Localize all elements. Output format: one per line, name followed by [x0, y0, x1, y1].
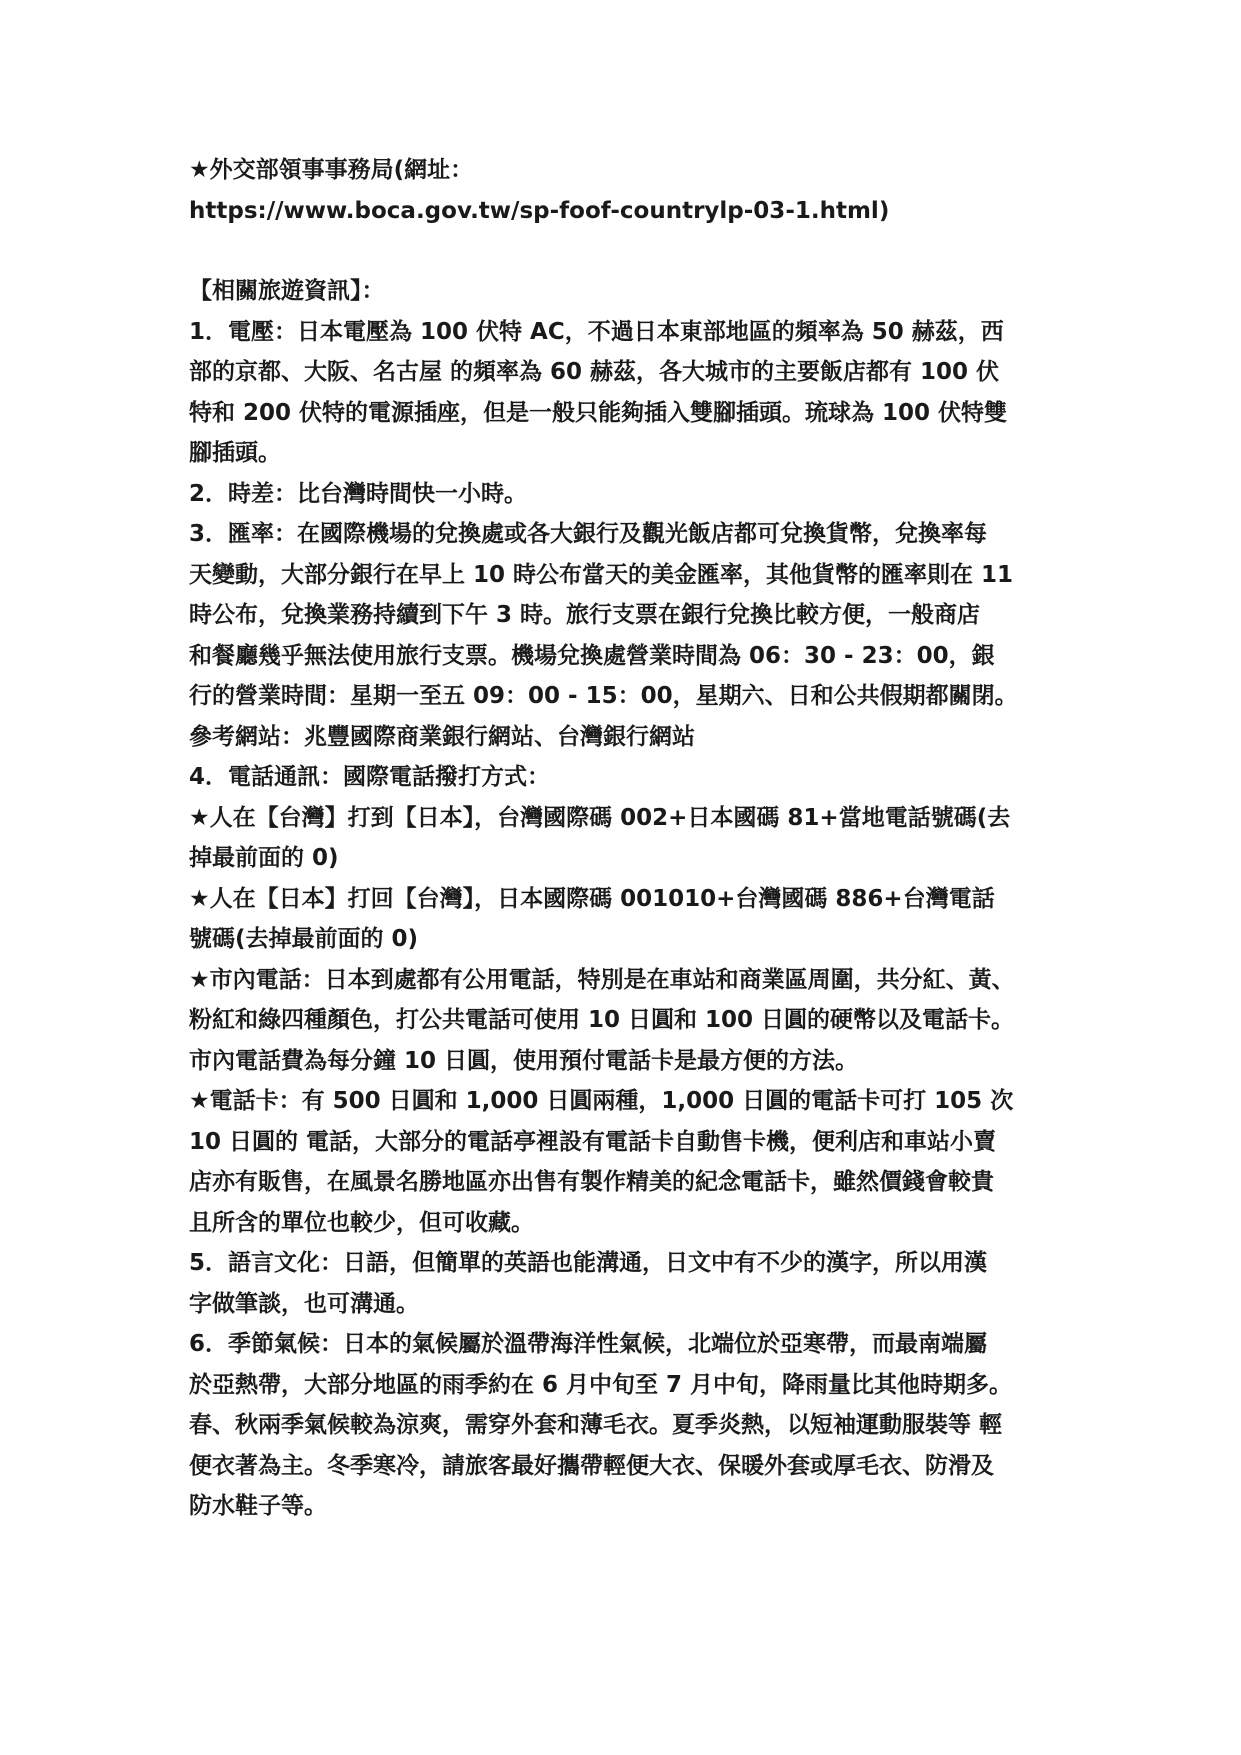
item-climate: [189, 1324, 1059, 1527]
paragraph-line: 10 日圓的 電話，大部分的電話亭裡設有電話卡自動售卡機，便利店和車站小賣: [189, 1128, 997, 1155]
paragraph-line: 市內電話費為每分鐘 10 日圓，使用預付電話卡是最方便的方法。: [189, 1047, 859, 1074]
paragraph-line: ★電話卡：有 500 日圓和 1,000 日圓兩種，1,000 日圓的電話卡可打 105 次: [189, 1088, 1014, 1114]
paragraph-line: 1．電壓：日本電壓為 100 伏特 AC，不過日本東部地區的頻率為 50 赫茲，西: [189, 318, 1004, 345]
paragraph-line: 於亞熱帶，大部分地區的雨季約在 6 月中旬至 7 月中旬，降雨量比其他時期多。: [189, 1371, 1013, 1398]
paragraph-line: 2．時差：比台灣時間快一小時。: [189, 480, 528, 507]
paragraph-line: 便衣著為主。冬季寒冷，請旅客最好攜帶輕便大衣、保暖外套或厚毛衣、防滑及: [189, 1452, 994, 1479]
paragraph-line: 特和 200 伏特的電源插座，但是一般只能夠插入雙腳插頭。琉球為 100 伏特雙: [189, 399, 1008, 426]
paragraph-line: 4．電話通訊：國際電話撥打方式：: [189, 764, 551, 790]
paragraph-line: 粉紅和綠四種顏色，打公共電話可使用 10 日圓和 100 日圓的硬幣以及電話卡。: [189, 1007, 1015, 1033]
item-call-tw-to-jp: [189, 798, 1059, 879]
paragraph-line: 參考網站：兆豐國際商業銀行網站、台灣銀行網站: [189, 723, 695, 750]
paragraph-line: 且所含的單位也較少，但可收藏。: [189, 1209, 534, 1236]
paragraph-line: 6．季節氣候：日本的氣候屬於溫帶海洋性氣候，北端位於亞寒帶，而最南端屬: [189, 1331, 988, 1357]
paragraph-line: 時公布，兌換業務持續到下午 3 時。旅行支票在銀行兌換比較方便，一般商店: [189, 602, 981, 628]
item-phone-card: [189, 1081, 1059, 1243]
source-url: https://www.boca.gov.tw/sp-foof-countrylp-03-1.html): [189, 197, 890, 224]
document-page: [189, 150, 1059, 1527]
paragraph-line: 3．匯率：在國際機場的兌換處或各大銀行及觀光飯店都可兌換貨幣，兌換率每: [189, 521, 988, 547]
item-call-jp-to-tw: [189, 879, 1059, 960]
item-exchange-rate: [189, 514, 1059, 757]
item-voltage: [189, 312, 1059, 474]
blank-line: [189, 231, 1059, 271]
item-local-calls: [189, 960, 1059, 1082]
paragraph-line: 天變動，大部分銀行在早上 10 時公布當天的美金匯率，其他貨幣的匯率則在 11: [189, 561, 1014, 588]
paragraph-line: 腳插頭。: [189, 440, 281, 466]
paragraph-line: 字做筆談，也可溝通。: [189, 1290, 419, 1317]
paragraph-line: 號碼(去掉最前面的 0): [189, 926, 419, 952]
paragraph-line: 掉最前面的 0): [189, 845, 339, 871]
paragraph-line: 和餐廳幾乎無法使用旅行支票。機場兌換處營業時間為 06：30 - 23：00，銀: [189, 642, 995, 669]
paragraph-line: 部的京都、大阪、名古屋 的頻率為 60 赫茲，各大城市的主要飯店都有 100 伏: [189, 359, 1000, 385]
source-label: ★外交部領事事務局(網址：: [189, 157, 474, 183]
paragraph-line: 5．語言文化：日語，但簡單的英語也能溝通，日文中有不少的漢字，所以用漢: [189, 1250, 988, 1276]
item-language: [189, 1243, 1059, 1324]
paragraph-line: 防水鞋子等。: [189, 1493, 327, 1519]
paragraph-line: ★市內電話：日本到處都有公用電話，特別是在車站和商業區周圍，共分紅、黃、: [189, 966, 1015, 993]
source-reference: [189, 150, 1059, 231]
paragraph-line: 春、秋兩季氣候較為涼爽，需穿外套和薄毛衣。夏季炎熱，以短袖運動服裝等 輕: [189, 1412, 1003, 1438]
paragraph-line: 行的營業時間：星期一至五 09：00 - 15：00，星期六、日和公共假期都關閉。: [189, 683, 1018, 709]
paragraph-line: ★人在【日本】打回【台灣】，日本國際碼 001010+台灣國碼 886+台灣電話: [189, 885, 995, 912]
item-time-difference: [189, 474, 1059, 515]
paragraph-line: 店亦有販售，在風景名勝地區亦出售有製作精美的紀念電話卡，雖然價錢會較貴: [189, 1169, 994, 1195]
paragraph-line: ★人在【台灣】打到【日本】，台灣國際碼 002+日本國碼 81+當地電話號碼(去: [189, 804, 1011, 831]
section-title: 【相關旅遊資訊】：: [189, 278, 385, 304]
item-telephone-title: [189, 757, 1059, 798]
